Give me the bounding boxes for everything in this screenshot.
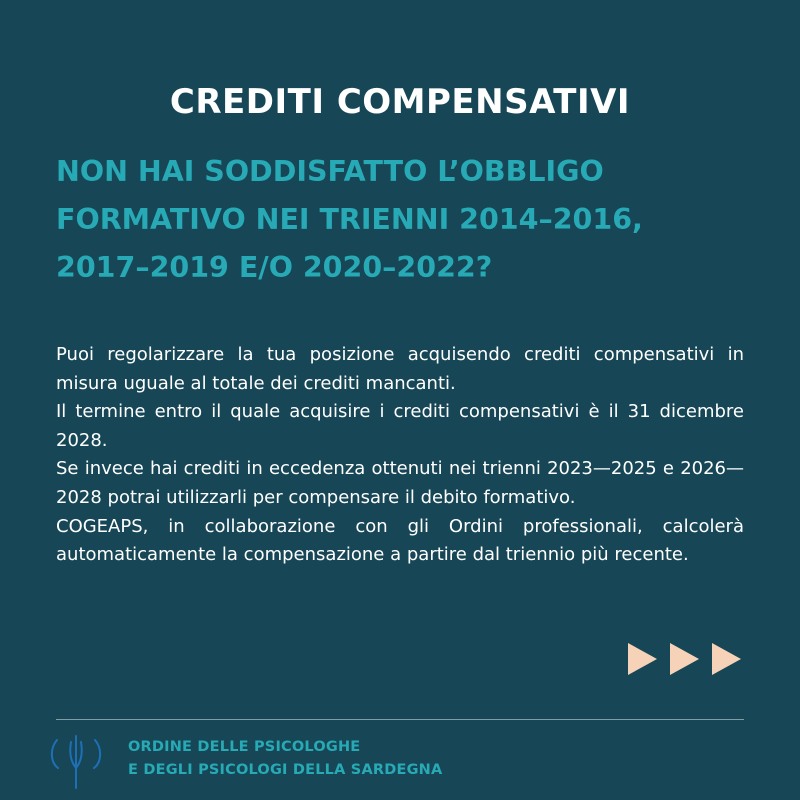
psi-logo-icon — [46, 728, 108, 790]
next-arrows-icon[interactable] — [628, 643, 746, 677]
question-line-3: 2017–2019 E/O 2020–2022? — [56, 251, 493, 284]
question-line-2: FORMATIVO NEI TRIENNI 2014–2016, — [56, 203, 643, 236]
org-line-2: E DEGLI PSICOLOGI DELLA SARDEGNA — [128, 762, 443, 778]
body-text — [56, 341, 744, 570]
org-line-1: ORDINE DELLE PSICOLOGHE — [128, 739, 361, 755]
paragraph-cogeaps: COGEAPS, in collaborazione con gli Ordini professionali, calcolerà automaticamente la compensazione a partire dal triennio più recente. — [56, 515, 744, 566]
paragraph-eccedenza: Se invece hai crediti in eccedenza ottenuti nei trienni 2023—2025 e 2026—2028 potrai utilizzarli per compensare il debito formativo. — [56, 458, 744, 508]
arrow-right-icon — [628, 643, 657, 675]
question-heading — [56, 148, 756, 292]
paragraph-termine: Il termine entro il quale acquisire i crediti compensativi è il 31 dicembre 2028. — [56, 401, 744, 451]
organization-name — [128, 736, 442, 782]
footer-divider — [56, 719, 744, 720]
page-title: CREDITI COMPENSATIVI — [169, 82, 631, 122]
paragraph-regolarizzare: Puoi regolarizzare la tua posizione acquisendo crediti compensativi in misura uguale al totale dei crediti mancanti. — [56, 344, 744, 394]
arrow-right-icon — [670, 643, 699, 675]
arrow-right-icon — [712, 643, 741, 675]
question-line-1: NON HAI SODDISFATTO L’OBBLIGO — [56, 155, 604, 188]
